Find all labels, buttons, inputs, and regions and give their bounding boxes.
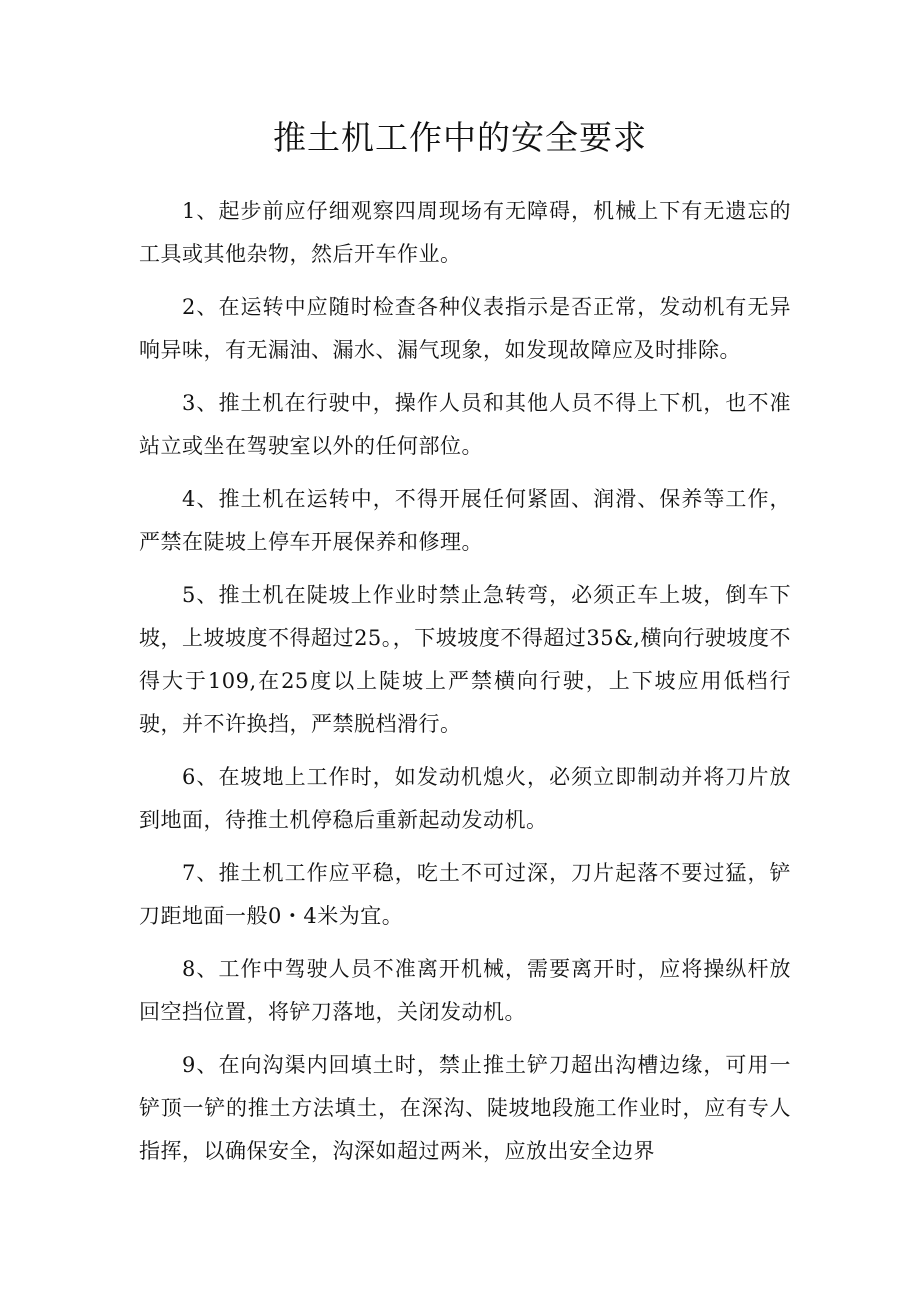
paragraph-4: 4、推土机在运转中，不得开展任何紧固、润滑、保养等工作，严禁在陡坡上停车开展保养和修理。 xyxy=(139,487,791,554)
document-title: 推土机工作中的安全要求 xyxy=(273,118,647,157)
paragraph-7: 7、推土机工作应平稳，吃土不可过深，刀片起落不要过猛，铲刀距地面一般0・4米为宜。 xyxy=(139,861,791,928)
paragraph-1: 1、起步前应仔细观察四周现场有无障碍，机械上下有无遗忘的工具或其他杂物，然后开车作业。 xyxy=(139,199,791,266)
paragraph-5: 5、推土机在陡坡上作业时禁止急转弯，必须正车上坡，倒车下坡，上坡坡度不得超过25。，下坡坡度不得超过35&,横向行驶坡度不得大于109,在25度以上陡坡上严禁横向行驶，上下坡应用低档行驶，并不许换挡，严禁脱档滑行。 xyxy=(139,583,791,736)
paragraph-8: 8、工作中驾驶人员不准离开机械，需要离开时，应将操纵杆放回空挡位置，将铲刀落地，关闭发动机。 xyxy=(139,957,791,1024)
paragraph-6: 6、在坡地上工作时，如发动机熄火，必须立即制动并将刀片放到地面，待推土机停稳后重新起动发动机。 xyxy=(139,765,791,832)
document-body xyxy=(139,190,791,1183)
paragraph-3: 3、推土机在行驶中，操作人员和其他人员不得上下机，也不准站立或坐在驾驶室以外的任何部位。 xyxy=(139,391,791,458)
paragraph-9: 9、在向沟渠内回填土时，禁止推土铲刀超出沟槽边缘，可用一铲顶一铲的推土方法填土，在深沟、陡坡地段施工作业时，应有专人指挥，以确保安全，沟深如超过两米，应放出安全边界 xyxy=(139,1053,791,1163)
paragraph-2: 2、在运转中应随时检查各种仪表指示是否正常，发动机有无异响异味，有无漏油、漏水、漏气现象，如发现故障应及时排除。 xyxy=(139,295,791,362)
